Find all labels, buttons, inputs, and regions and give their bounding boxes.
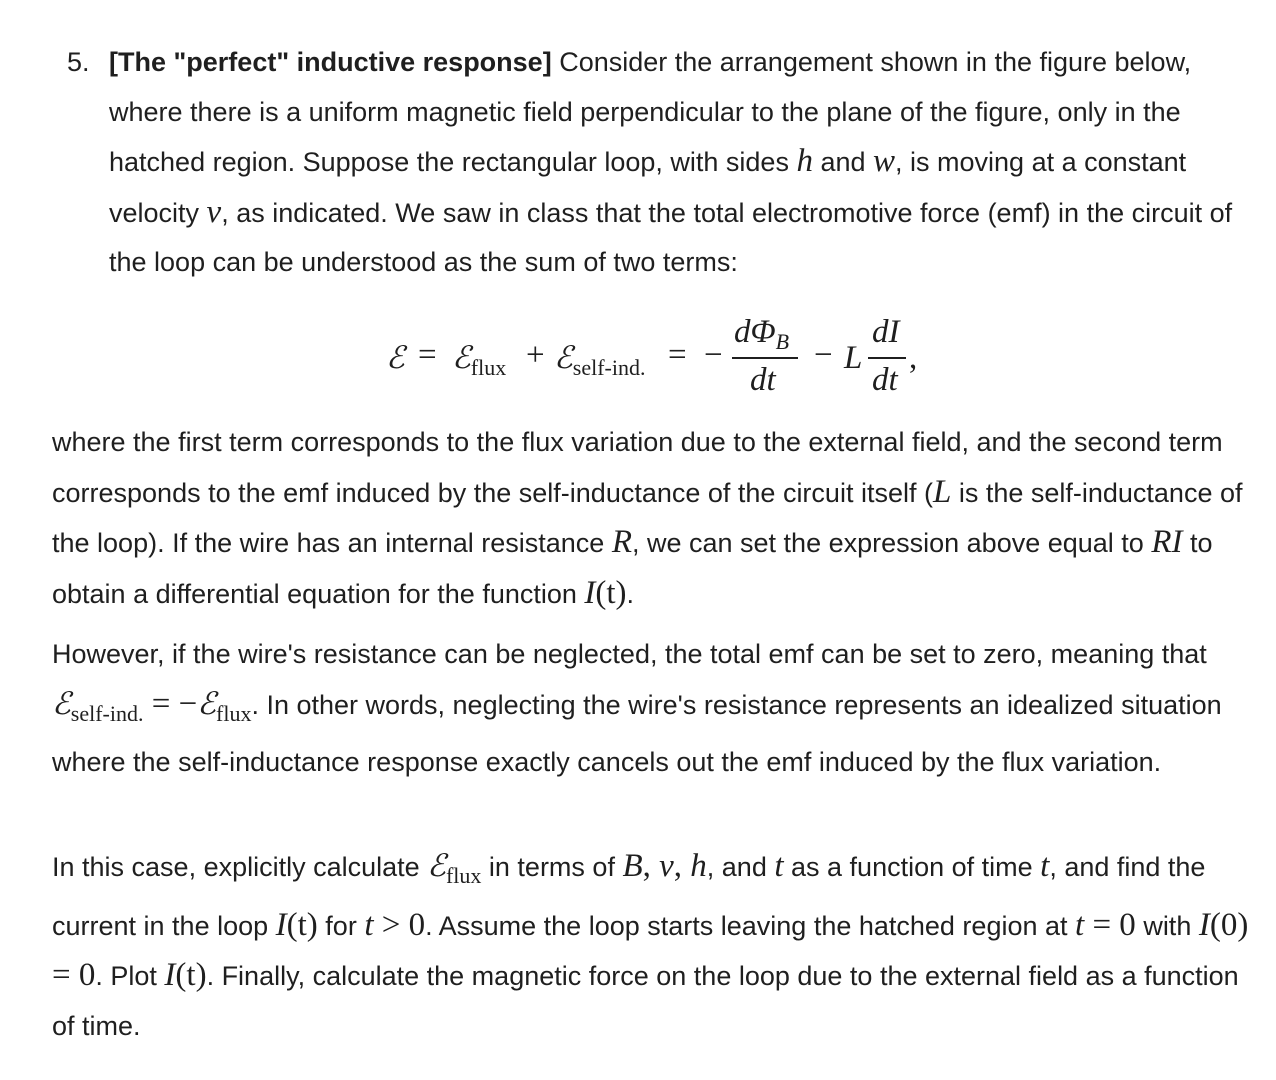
emf-self-term: ℰ$_{self-ind.}$ bbox=[554, 340, 646, 380]
var-w: w bbox=[873, 143, 896, 179]
func-I: I bbox=[584, 574, 596, 611]
func-I-arg: (t) bbox=[595, 574, 627, 611]
emf-flux-task: ℰ$_{flux}$ bbox=[427, 848, 482, 888]
equals-minus: = − bbox=[143, 685, 198, 722]
var-v-task: v bbox=[659, 848, 674, 884]
minus-sign-2: − bbox=[814, 337, 833, 373]
intro-text-2: , is moving at a constant velocity bbox=[109, 147, 1187, 228]
paragraph-task: In this case, explicitly calculate ℰ$_{flux}$ in terms of B, v, h, and t as a function of time t, and find the current in the loop I(t) for t > 0. Assume the loop starts leaving the hatched region at t = 0 with I(0) = 0. Plot I(t). Finally, calculate the magnetic force on the loop due to the external field as a function of time. bbox=[52, 848, 1249, 1041]
problem-intro bbox=[109, 38, 1249, 288]
plus-sign: + bbox=[526, 337, 545, 373]
equation-comma: , bbox=[909, 340, 918, 376]
var-R: R bbox=[611, 524, 632, 560]
fraction-bar-1 bbox=[732, 357, 798, 359]
current-derivative-denominator: dt bbox=[872, 362, 898, 398]
flux-derivative-numerator: $d\Phi_B$ bbox=[734, 314, 790, 354]
var-B: B bbox=[622, 848, 643, 884]
var-L: L bbox=[932, 473, 952, 510]
minus-sign: − bbox=[704, 337, 723, 373]
fraction-bar-2 bbox=[868, 357, 906, 359]
intro-and: and bbox=[812, 147, 874, 177]
emf-equation bbox=[386, 310, 946, 410]
inductance-L: L bbox=[844, 340, 863, 376]
var-t: t bbox=[774, 848, 784, 884]
problem-number: 5. bbox=[67, 47, 90, 77]
paragraph-self-inductance: where the first term corresponds to the flux variation due to the external field, and the second term corresponds to the emf induced by the self-inductance of the circuit itself (L is the self-inductance of the loop). If the wire has an internal resistance R, we can set the expression above equal to RI to obtain a differential equation for the function I(t). bbox=[52, 427, 1243, 611]
intro-text-1: Consider the arrangement shown in the figure below, where there is a uniform magnetic field perpendicular to the plane of the figure, only in the hatched region. Suppose the rectangular loop, with sides bbox=[109, 47, 1192, 177]
emf-flux-term: ℰ$_{flux}$ bbox=[452, 340, 507, 380]
equals-sign: = bbox=[418, 337, 437, 373]
equals-sign-2: = bbox=[668, 337, 687, 373]
var-h-task: h bbox=[690, 848, 707, 884]
expr-RI: RI bbox=[1151, 524, 1183, 560]
emf-self-inline: ℰ$_{self-ind.}$ bbox=[52, 685, 144, 726]
var-v: v bbox=[206, 193, 222, 230]
intro-text-3: , as indicated. We saw in class that the total electromotive force (emf) in the circuit of the loop can be understood as the sum of two terms: bbox=[109, 197, 1233, 277]
problem-title: [The "perfect" inductive response] bbox=[109, 47, 552, 77]
emf-symbol: ℰ bbox=[386, 340, 405, 376]
emf-flux-inline: ℰ$_{flux}$ bbox=[197, 685, 252, 726]
var-h: h bbox=[796, 143, 813, 179]
current-derivative-numerator: dI bbox=[872, 314, 900, 350]
paragraph-neglected-resistance: However, if the wire's resistance can be neglected, the total emf can be set to zero, meaning that ℰ$_{self-ind.}$ = −ℰ$_{flux}$. In other words, neglecting the wire's resistance represents an idealized situation where the self-inductance response exactly cancels out the emf induced by the flux variation. bbox=[52, 639, 1222, 777]
flux-derivative-denominator: dt bbox=[750, 362, 776, 398]
